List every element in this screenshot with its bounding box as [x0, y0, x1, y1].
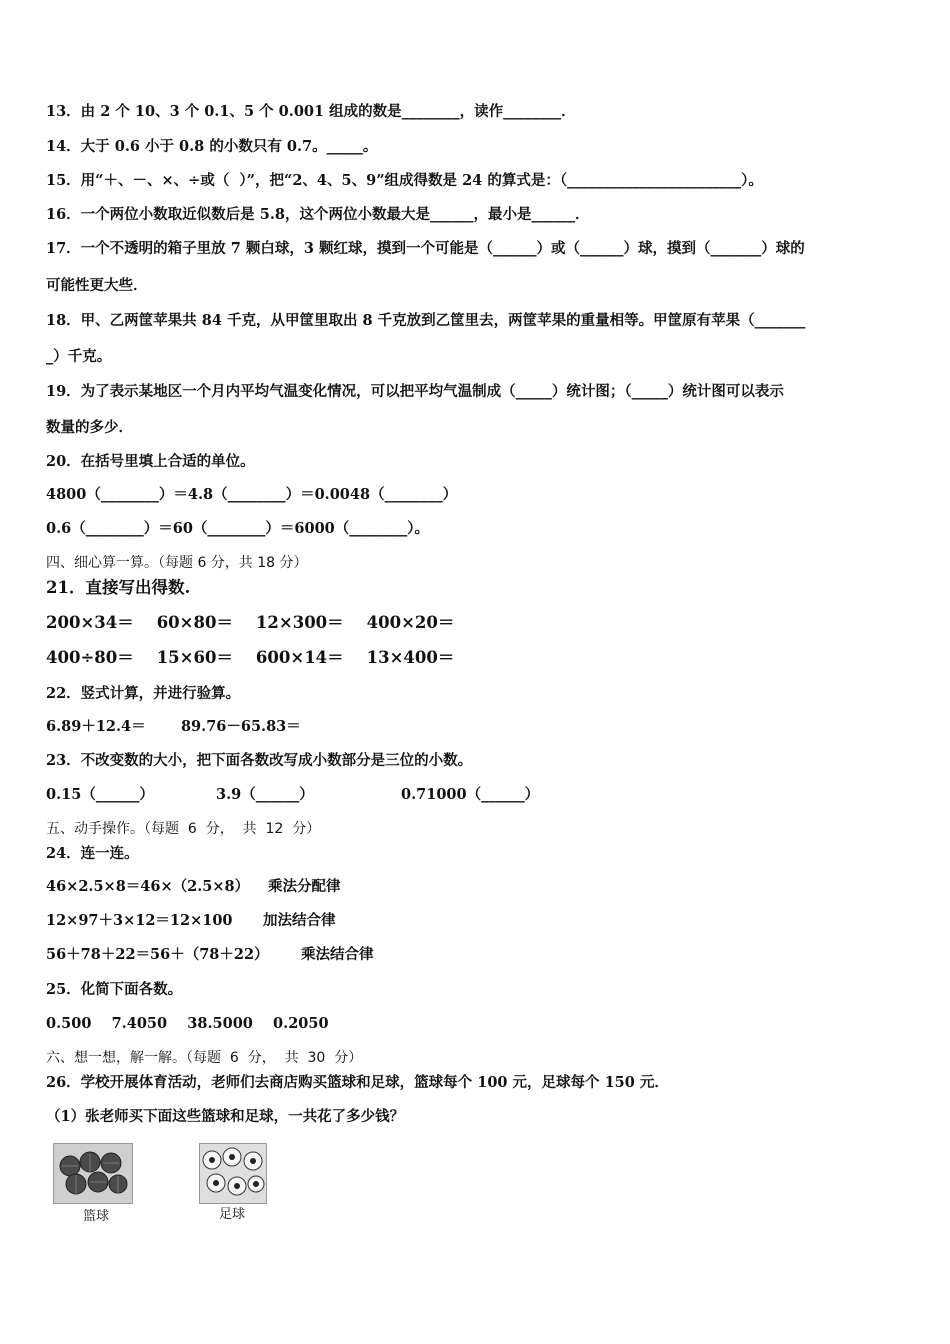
q24-right-law: 加法结合律: [263, 912, 336, 929]
section-5-heading: 五、动手操作。（每题 6 分， 共 12 分）: [46, 821, 321, 837]
basketball-icon: [54, 1144, 132, 1203]
q23-item: 0.71000（______）: [401, 786, 540, 803]
question-17-line1: 17．一个不透明的箱子里放 7 颗白球，3 颗红球，摸到一个可能是（______）或（______）球，摸到（_______）球的: [46, 240, 805, 257]
question-19-line2: 数量的多少．: [46, 419, 133, 436]
football-caption: 足球: [219, 1207, 246, 1222]
question-20-row1: 4800（________）＝4.8（________）＝0.0048（________）: [46, 486, 458, 503]
question-22: 22．竖式计算，并进行验算。: [46, 685, 241, 702]
q23-item: 3.9（______）: [216, 786, 314, 803]
football-icon: [200, 1144, 266, 1203]
q24-left-expression: 46×2.5×8＝46×（2.5×8）: [46, 878, 250, 895]
question-18-line2: _）千克。: [46, 348, 112, 365]
basketball-picture: [53, 1143, 133, 1204]
question-20-row2: 0.6（________）＝60（________）＝6000（________）。: [46, 520, 430, 537]
football-picture: [199, 1143, 267, 1204]
question-26: 26．学校开展体育活动，老师们去商店购买篮球和足球，篮球每个 100 元，足球每个 150 元．: [46, 1074, 669, 1091]
q24-left-expression: 12×97＋3×12＝12×100: [46, 912, 233, 929]
q24-right-law: 乘法结合律: [301, 946, 374, 963]
question-24: 24．连一连。: [46, 845, 139, 862]
question-21-row1: 200×34＝ 60×80＝ 12×300＝ 400×20＝: [46, 613, 455, 632]
question-25-row: 0.500 7.4050 38.5000 0.2050: [46, 1015, 329, 1032]
basketball-caption: 篮球: [83, 1209, 110, 1224]
question-23: 23．不改变数的大小，把下面各数改写成小数部分是三位的小数。: [46, 752, 473, 769]
question-26-part-1: （1）张老师买下面这些篮球和足球，一共花了多少钱？: [46, 1108, 405, 1125]
question-17-line2: 可能性更大些．: [46, 277, 148, 294]
question-25: 25．化简下面各数。: [46, 981, 183, 998]
q23-item: 0.15（______）: [46, 786, 154, 803]
q24-right-law: 乘法分配律: [268, 878, 341, 895]
question-18-line1: 18．甲、乙两筐苹果共 84 千克，从甲筐里取出 8 千克放到乙筐里去，两筐苹果的重量相等。甲筐原有苹果（_______: [46, 312, 806, 329]
question-15: 15．用“＋、－、×、÷或（ ）”，把“2、4、5、9”组成得数是 24 的算式是：（________________________）。: [46, 172, 763, 189]
question-21-row2: 400÷80＝ 15×60＝ 600×14＝ 13×400＝: [46, 648, 455, 667]
section-4-heading: 四、细心算一算。（每题 6 分，共 18 分）: [46, 555, 308, 571]
q24-left-expression: 56＋78＋22＝56＋（78＋22）: [46, 946, 269, 963]
question-19-line1: 19．为了表示某地区一个月内平均气温变化情况，可以把平均气温制成（_____）统计图；（_____）统计图可以表示: [46, 383, 784, 400]
question-21: 21．直接写出得数.: [46, 578, 191, 597]
question-20: 20．在括号里填上合适的单位。: [46, 453, 255, 470]
question-16: 16．一个两位小数取近似数后是 5.8，这个两位小数最大是______，最小是______．: [46, 206, 590, 223]
question-22-row: 6.89＋12.4＝ 89.76－65.83＝: [46, 718, 301, 735]
question-13: 13．由 2 个 10、3 个 0.1、5 个 0.001 组成的数是________，读作________．: [46, 103, 576, 120]
section-6-heading: 六、想一想，解一解。（每题 6 分， 共 30 分）: [46, 1050, 363, 1066]
question-14: 14．大于 0.6 小于 0.8 的小数只有 0.7。_____。: [46, 138, 378, 155]
